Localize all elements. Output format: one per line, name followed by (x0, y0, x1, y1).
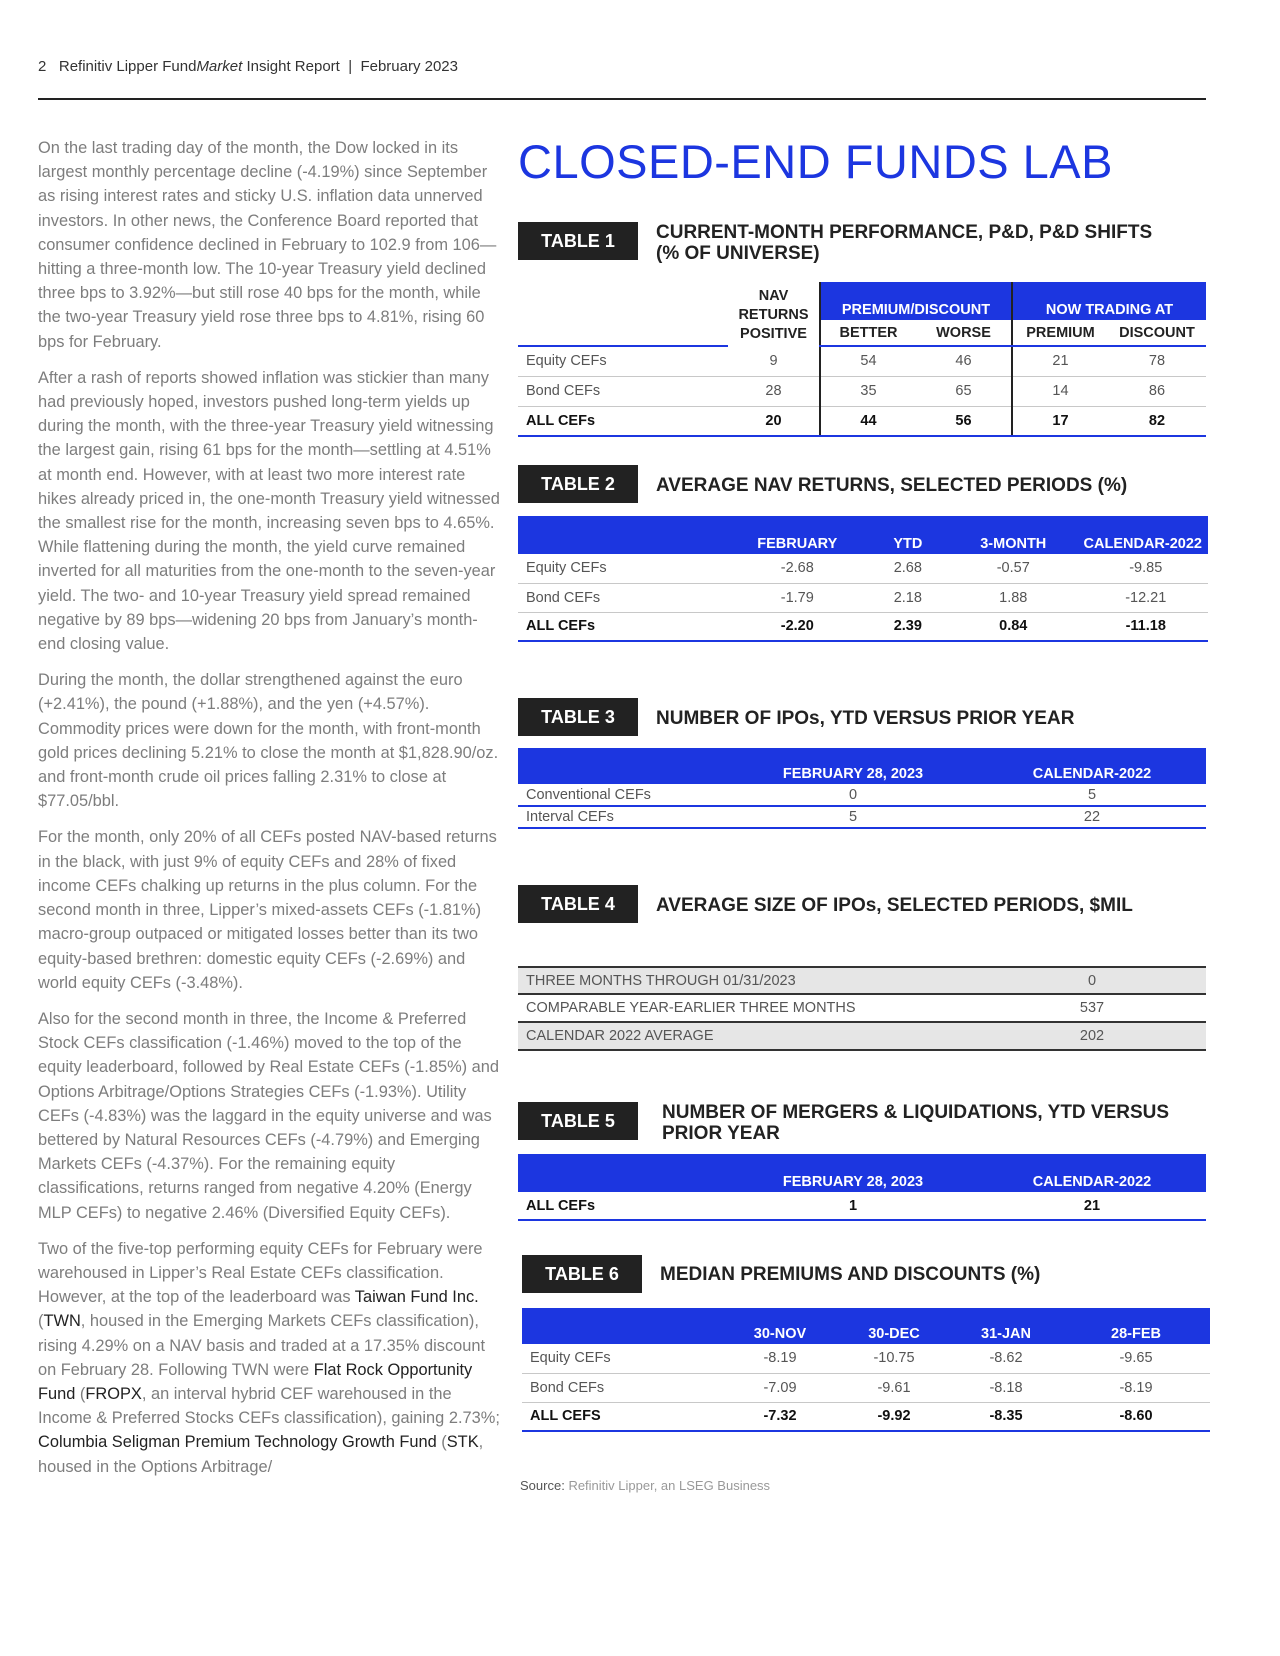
table3 (518, 748, 1206, 829)
paragraph: On the last trading day of the month, the Dow locked in its largest monthly percentage decline (-4.19%) since September as rising interest rates and sticky U.S. inflation data unnerved investors. In other news, the Conference Board reported that consumer confidence declined in February to 102.9 from 106—hitting a three-month low. The 10-year Treasury yield declined three bps to 3.92%—but still rose 40 bps for the month, while the two-year Treasury yield rose three bps to 4.81%, rising 60 bps for February. (38, 139, 497, 351)
source-note (520, 1478, 770, 1493)
table1-header-now-trading: NOW TRADING AT (1012, 282, 1206, 320)
table2-header: 3-MONTH (980, 536, 1047, 552)
table6-header: 28-FEB (1111, 1326, 1161, 1342)
table4 (518, 966, 1206, 1051)
ticker: TWN (43, 1312, 81, 1331)
table5-header: CALENDAR-2022 (1032, 1174, 1152, 1190)
table-row: Equity CEFs 9 54 46 21 78 (518, 346, 1206, 376)
table6 (522, 1308, 1210, 1432)
page-header (38, 58, 458, 75)
table3-header: FEBRUARY 28, 2023 (782, 766, 924, 782)
ticker: STK (446, 1433, 479, 1452)
table-row: ALL CEFS -7.32 -9.92 -8.35 -8.60 (522, 1402, 1210, 1431)
table-row: CALENDAR 2022 AVERAGE 202 (518, 1022, 1206, 1050)
table1-header-premium-discount: PREMIUM/DISCOUNT (820, 282, 1012, 320)
table-row: COMPARABLE YEAR-EARLIER THREE MONTHS 537 (518, 994, 1206, 1022)
table2-badge: TABLE 2 (518, 465, 638, 503)
table4-title: AVERAGE SIZE OF IPOs, SELECTED PERIODS, $MIL (656, 895, 1133, 916)
table2-header: FEBRUARY (757, 536, 838, 552)
table1 (518, 282, 1206, 437)
fund-name: Flat Rock Opportunity Fund (38, 1360, 473, 1403)
table6-header: 30-NOV (753, 1326, 807, 1342)
table3-title: NUMBER OF IPOs, YTD VERSUS PRIOR YEAR (656, 708, 1075, 729)
table1-title: CURRENT-MONTH PERFORMANCE, P&D, P&D SHIFTS (% OF UNIVERSE) (656, 222, 1153, 264)
table1-header-discount: DISCOUNT (1108, 320, 1206, 346)
page-number: 2 (38, 58, 47, 75)
paragraph: After a rash of reports showed inflation was stickier than many had previously hoped, investors pushed long-term yields up during the month, with the three-year Treasury yield witnessing the largest gain, rising 61 bps for the month—settling at 4.51% at month end. However, with at least two more interest rate hikes already priced in, the one-month Treasury yield witnessed the smallest rise for the month, increasing seven bps to 4.65%. While flattening during the month, the yield curve remained inverted for all maturities from the one-month to the seven-year yield. The two- and 10-year Treasury yield spread remained negative by 89 bps—widening 20 bps from January’s month-end closing value. (38, 368, 500, 654)
fund-name: Taiwan Fund Inc. (354, 1288, 479, 1307)
paragraph: For the month, only 20% of all CEFs posted NAV-based returns in the black, with just 9% of equity CEFs and 28% of fixed income CEFs chalking up returns in the plus column. For the second month in three, Lipper’s mixed-assets CEFs (-1.81%) macro-group outpaced or mitigated losses better than its two equity-based brethren: domestic equity CEFs (-2.69%) and world equity CEFs (-3.48%). (38, 828, 497, 992)
table3-badge: TABLE 3 (518, 698, 638, 736)
source-text: Refinitiv Lipper, an LSEG Business (568, 1478, 771, 1493)
table5-badge: TABLE 5 (518, 1102, 638, 1140)
report-title: Refinitiv Lipper FundMarket Insight Report (58, 58, 340, 75)
table6-header: 30-DEC (868, 1326, 920, 1342)
table-row: ALL CEFs 20 44 56 17 82 (518, 406, 1206, 436)
fund-name: Columbia Seligman Premium Technology Growth Fund (38, 1433, 437, 1452)
section-title: CLOSED-END FUNDS LAB (518, 135, 1113, 188)
header-rule (38, 98, 1206, 100)
table-row: Bond CEFs -1.79 2.18 1.88 -12.21 (518, 583, 1208, 612)
table1-header-premium: PREMIUM (1012, 320, 1108, 346)
source-label: Source: (520, 1478, 565, 1493)
table6-header: 31-JAN (981, 1326, 1031, 1342)
table2 (518, 516, 1208, 642)
table5-title: NUMBER OF MERGERS & LIQUIDATIONS, YTD VERSUS PRIOR YEAR (662, 1102, 1170, 1144)
table2-header: YTD (893, 536, 923, 552)
report-date: February 2023 (360, 58, 458, 75)
table-row: Equity CEFs -8.19 -10.75 -8.62 -9.65 (522, 1344, 1210, 1373)
table2-title: AVERAGE NAV RETURNS, SELECTED PERIODS (%) (656, 475, 1128, 496)
table3-header: CALENDAR-2022 (1032, 766, 1152, 782)
table6-title: MEDIAN PREMIUMS AND DISCOUNTS (%) (660, 1264, 1041, 1285)
article-body (38, 136, 504, 1491)
table-row: Equity CEFs -2.68 2.68 -0.57 -9.85 (518, 554, 1208, 583)
table5 (518, 1154, 1206, 1221)
table5-header: FEBRUARY 28, 2023 (782, 1174, 924, 1190)
paragraph: Two of the five-top performing equity CEFs for February were warehoused in Lipper’s Real Estate CEFs classification. However, at the top of the leaderboard was Taiwan Fund Inc. (TWN, housed in the Emerging Markets CEFs classification), rising 4.29% on a NAV basis and traded at a 17.35% discount on February 28. Following TWN were Flat Rock Opportunity Fund (FROPX, an interval hybrid CEF warehoused in the Income & Preferred Stocks CEFs classification), gaining 2.73%; Columbia Seligman Premium Technology Growth Fund (STK, housed in the Options Arbitrage/ (38, 1239, 500, 1476)
table-row: ALL CEFs -2.20 2.39 0.84 -11.18 (518, 612, 1208, 641)
table-row: Interval CEFs 5 22 (518, 806, 1206, 828)
table-row: Conventional CEFs 0 5 (518, 784, 1206, 806)
table1-header-better: BETTER (820, 320, 916, 346)
table1-badge: TABLE 1 (518, 222, 638, 260)
table6-badge: TABLE 6 (522, 1255, 642, 1293)
paragraph: During the month, the dollar strengthened against the euro (+2.41%), the pound (+1.88%), and the yen (+4.57%). Commodity prices were down for the month, with front-month gold prices declining 5.21% to close the month at $1,828.90/oz. and front-month crude oil prices falling 2.31% to close at $77.05/bbl. (38, 671, 499, 811)
table-row: THREE MONTHS THROUGH 01/31/2023 0 (518, 967, 1206, 994)
table1-header-nav: NAV RETURNS POSITIVE (738, 288, 809, 342)
ticker: FROPX (85, 1384, 142, 1403)
table2-header: CALENDAR-2022 (1083, 536, 1202, 552)
paragraph: Also for the second month in three, the Income & Preferred Stock CEFs classification (-1.46%) moved to the top of the equity leaderboard, followed by Real Estate CEFs (-1.85%) and Options Arbitrage/Options Strategies CEFs (-1.93%). Utility CEFs (-4.83%) was the laggard in the equity universe and was bettered by Natural Resources CEFs (-4.79%) and Emerging Markets CEFs (-4.37%). For the remaining equity classifications, returns ranged from negative 4.20% (Energy MLP CEFs) to negative 2.46% (Diversified Equity CEFs). (38, 1009, 500, 1222)
header-separator: | (348, 58, 353, 75)
table4-badge: TABLE 4 (518, 885, 638, 923)
table1-header-worse: WORSE (916, 320, 1012, 346)
table-row: Bond CEFs -7.09 -9.61 -8.18 -8.19 (522, 1373, 1210, 1402)
table-row: ALL CEFs 1 21 (518, 1192, 1206, 1220)
table-row: Bond CEFs 28 35 65 14 86 (518, 376, 1206, 406)
